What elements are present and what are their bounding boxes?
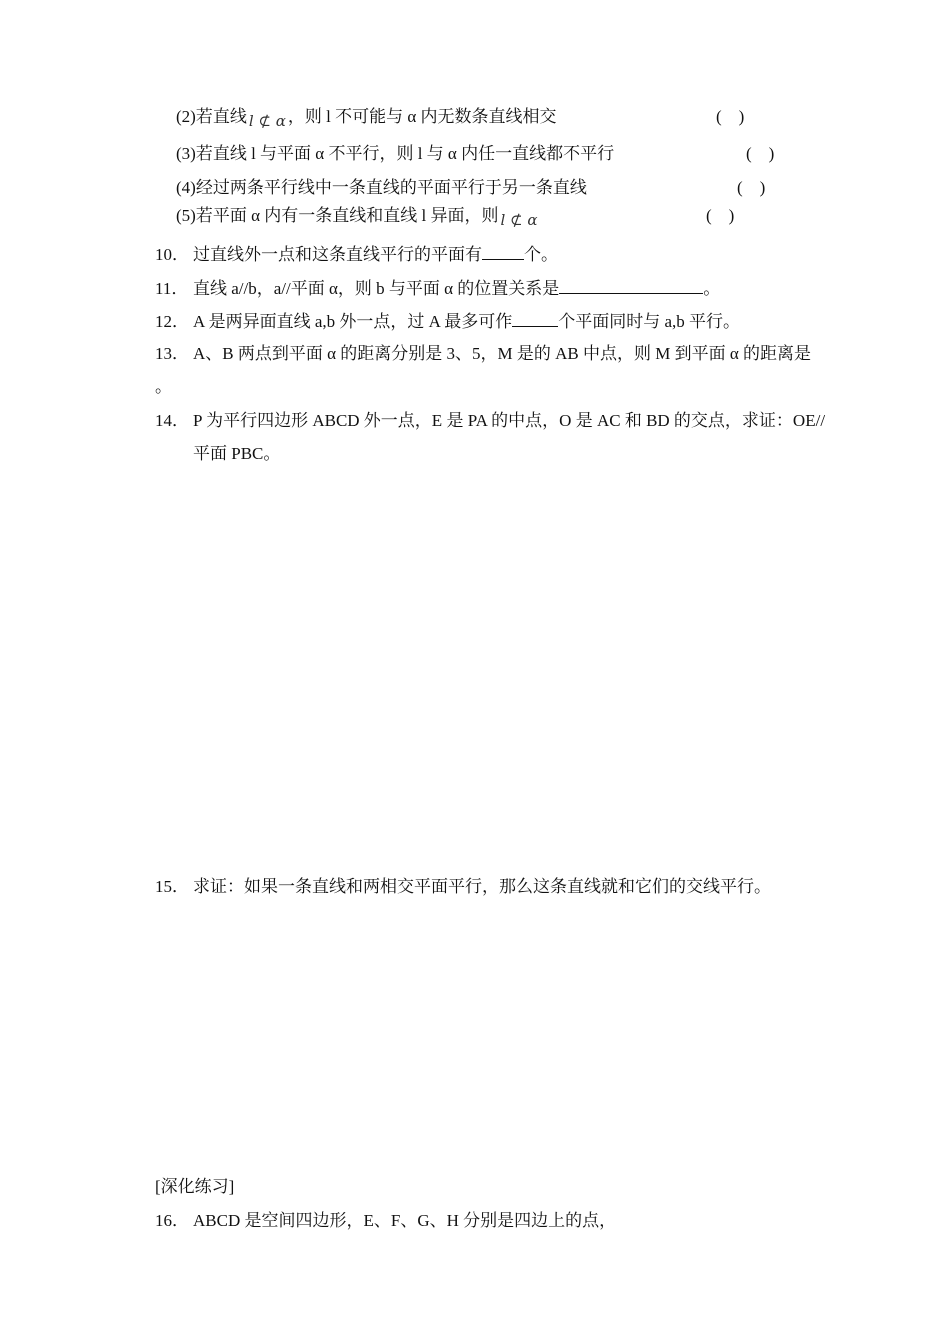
q13-tail: 。 <box>155 377 172 396</box>
question-11 <box>155 277 720 300</box>
q9-5-answer-paren[interactable]: ( ) <box>706 206 735 225</box>
question-14 <box>155 410 825 432</box>
question-9-4 <box>176 177 587 199</box>
q9-2-suffix: ，则 l 不可能与 α 内无数条直线相交 <box>287 107 557 126</box>
question-16 <box>155 1210 616 1232</box>
q9-2-prefix: (2)若直线 <box>176 107 247 126</box>
q15-text: 求证：如果一条直线和两相交平面平行，那么这条直线就和它们的交线平行。 <box>193 877 771 896</box>
q11-blank[interactable] <box>559 277 703 294</box>
q15-number: 15． <box>155 877 189 896</box>
question-9-3 <box>176 143 614 165</box>
q11-before: 直线 a//b，a//平面 α，则 b 与平面 α 的位置关系是 <box>193 279 560 298</box>
q9-4-answer-paren[interactable]: ( ) <box>737 178 766 197</box>
q14-number: 14． <box>155 411 189 430</box>
q14-continuation <box>193 443 280 465</box>
q9-4-text: (4)经过两条平行线中一条直线的平面平行于另一条直线 <box>176 178 587 197</box>
q11-after: 。 <box>703 279 721 298</box>
q16-text: ABCD 是空间四边形，E、F、G、H 分别是四边上的点， <box>193 1211 617 1230</box>
q13-text: A、B 两点到平面 α 的距离分别是 3、5，M 是的 AB 中点，则 M 到平面 α 的距离是 <box>193 344 812 363</box>
q9-2-answer-paren[interactable]: ( ) <box>716 107 745 126</box>
q10-blank[interactable] <box>482 243 524 260</box>
q13-tail-line <box>155 376 172 398</box>
q14-text: P 为平行四边形 ABCD 外一点，E 是 PA 的中点，O 是 AC 和 BD 的交点，求证：OE// <box>193 411 826 430</box>
section-title: [深化练习] <box>155 1177 235 1196</box>
q9-3-answer-paren[interactable]: ( ) <box>746 144 775 163</box>
q16-number: 16． <box>155 1211 189 1230</box>
question-15 <box>155 876 771 898</box>
q9-5-math: l ⊄ α <box>500 211 538 229</box>
q10-after: 个。 <box>524 245 558 264</box>
question-10 <box>155 243 558 266</box>
q9-3-text: (3)若直线 l 与平面 α 不平行，则 l 与 α 内任一直线都不平行 <box>176 144 615 163</box>
question-9-2 <box>176 106 557 128</box>
q13-number: 13． <box>155 344 189 363</box>
question-9-5 <box>176 205 539 227</box>
q12-number: 12． <box>155 312 189 331</box>
q9-5-prefix: (5)若平面 α 内有一条直线和直线 l 异面，则 <box>176 206 499 225</box>
q11-number: 11． <box>155 279 189 298</box>
q12-before: A 是两异面直线 a,b 外一点，过 A 最多可作 <box>193 312 513 331</box>
q10-before: 过直线外一点和这条直线平行的平面有 <box>193 245 482 264</box>
question-12 <box>155 310 740 333</box>
section-heading <box>155 1176 234 1198</box>
q10-number: 10． <box>155 245 189 264</box>
q12-blank[interactable] <box>512 310 558 327</box>
q9-2-math: l ⊄ α <box>248 112 286 130</box>
q14-text2: 平面 PBC。 <box>193 444 281 463</box>
q12-after: 个平面同时与 a,b 平行。 <box>558 312 741 331</box>
question-13 <box>155 343 811 365</box>
